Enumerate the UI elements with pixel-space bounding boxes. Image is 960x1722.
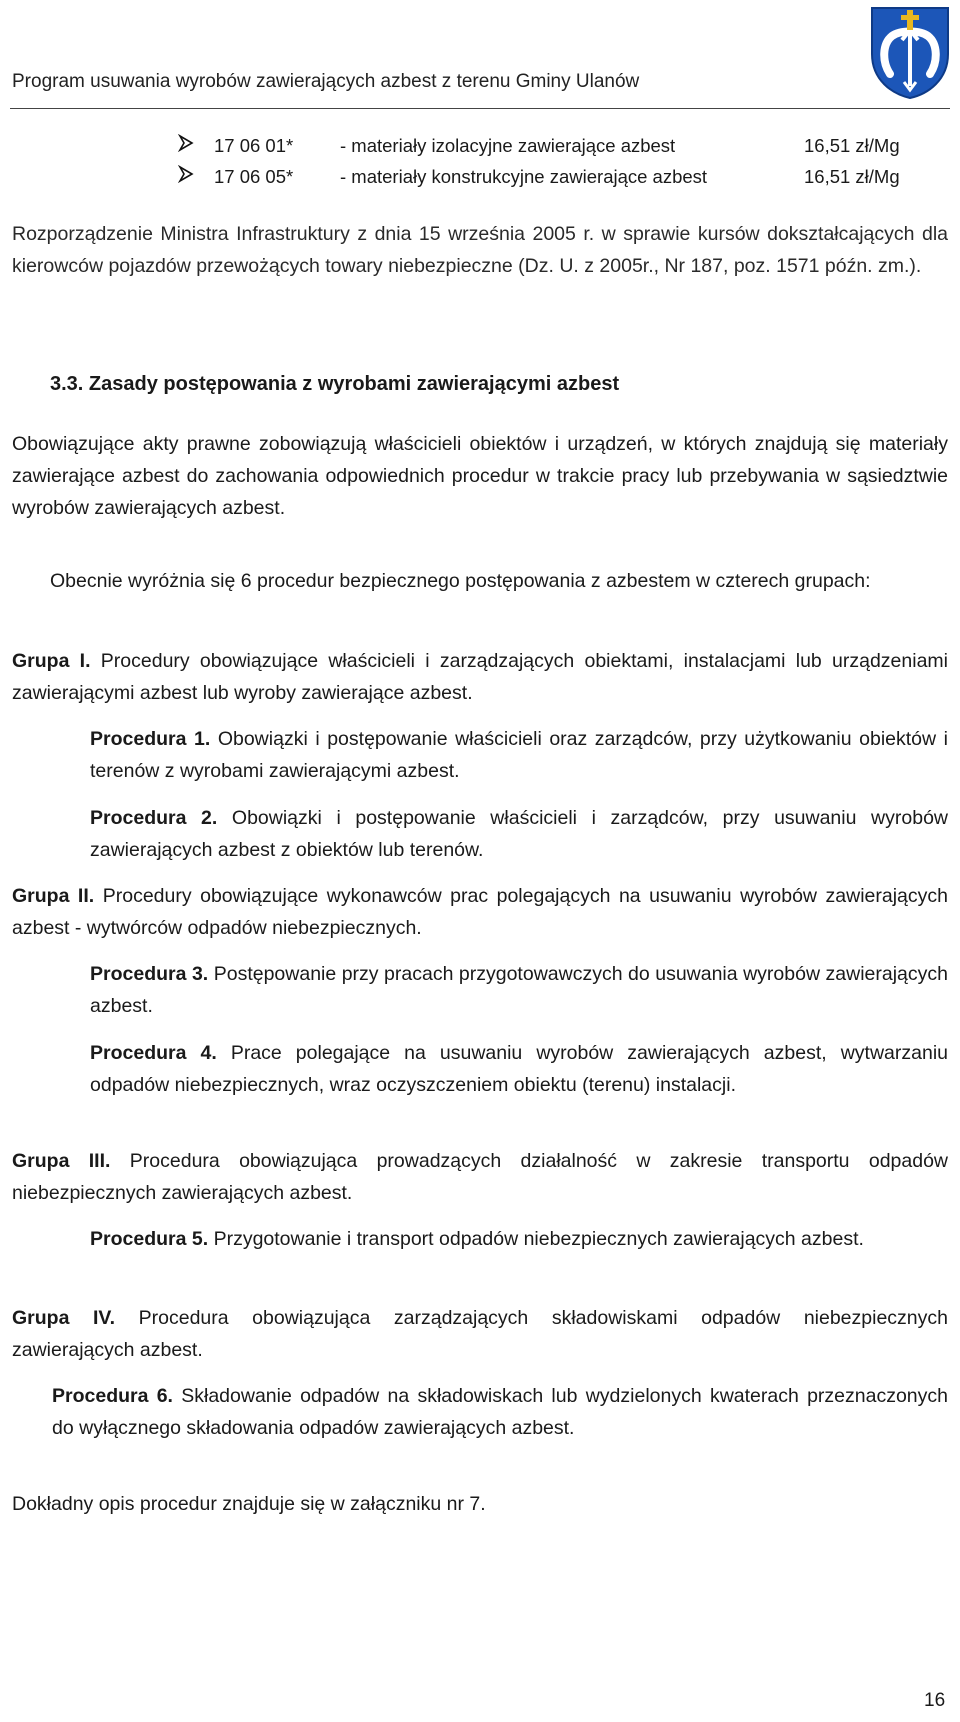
procedure-4-paragraph <box>90 1037 948 1101</box>
group-label: Grupa I. <box>12 650 91 672</box>
intro-paragraph: Obowiązujące akty prawne zobowiązują właścicieli obiektów i urządzeń, w których znajdują się materiały zawierające azbest do zachowania odpowiednich procedur w trakcie pracy lub przebywania w sąsiedztwie wyrobów zawierających azbest. <box>12 433 948 519</box>
waste-code: 17 06 01* <box>214 134 294 156</box>
regulation-paragraph: Rozporządzenie Ministra Infrastruktury z dnia 15 września 2005 r. w sprawie kursów dokształcających dla kierowców pojazdów przewożących towary niebezpieczne (Dz. U. z 2005r., Nr 187, poz. 1571 późn. zm.). <box>12 223 948 277</box>
procedures-intro-paragraph <box>50 565 948 597</box>
waste-code: 17 06 05* <box>214 165 294 187</box>
procedure-6-paragraph <box>52 1380 948 1444</box>
procedure-label: Procedura 2. <box>90 807 218 829</box>
group-label: Grupa II. <box>12 885 95 907</box>
procedure-label: Procedura 3. <box>90 963 209 985</box>
page-header <box>0 0 960 110</box>
group-1-paragraph <box>12 645 948 709</box>
section-heading: 3.3. Zasady postępowania z wyrobami zawierającymi azbest <box>50 373 620 395</box>
group-label: Grupa III. <box>12 1150 111 1172</box>
procedure-label: Procedura 5. <box>90 1228 209 1250</box>
document-title: Program usuwania wyrobów zawierających azbest z terenu Gminy Ulanów <box>12 71 640 92</box>
procedure-label: Procedura 6. <box>52 1385 173 1407</box>
procedure-text: Obowiązki i postępowanie właścicieli i zarządców, przy usuwaniu wyrobów zawierających azbest z obiektów lub terenów. <box>90 807 948 861</box>
arrow-bullet-icon <box>178 134 214 157</box>
coat-of-arms-icon <box>868 4 952 100</box>
waste-code-list <box>178 130 938 192</box>
waste-description: - materiały izolacyjne zawierające azbest <box>340 134 676 156</box>
waste-price: 16,51 zł/Mg <box>804 165 900 187</box>
group-text: Procedury obowiązujące wykonawców prac polegających na usuwaniu wyrobów zawierających azbest - wytwórców odpadów niebezpiecznych. <box>12 885 948 939</box>
group-2-paragraph <box>12 880 948 944</box>
procedure-2-paragraph <box>90 802 948 866</box>
procedure-text: Postępowanie przy pracach przygotowawczych do usuwania wyrobów zawierających azbest. <box>90 963 949 1017</box>
page-number: 16 <box>924 1690 946 1711</box>
closing-paragraph: Dokładny opis procedur znajduje się w załączniku nr 7. <box>12 1493 486 1515</box>
procedure-3-paragraph <box>90 958 948 1022</box>
waste-description: - materiały konstrukcyjne zawierające azbest <box>340 165 708 187</box>
group-text: Procedura obowiązująca prowadzących działalność w zakresie transportu odpadów niebezpiecznych zawierających azbest. <box>12 1150 949 1204</box>
group-4-paragraph <box>12 1302 948 1366</box>
procedure-text: Przygotowanie i transport odpadów niebezpiecznych zawierających azbest. <box>213 1228 864 1250</box>
procedure-5-paragraph <box>90 1223 948 1255</box>
procedures-intro-text: Obecnie wyróżnia się 6 procedur bezpiecznego postępowania z azbestem w czterech grupach: <box>50 570 871 592</box>
procedure-label: Procedura 1. <box>90 728 211 750</box>
list-item <box>178 161 938 192</box>
group-text: Procedura obowiązująca zarządzających składowiskami odpadów niebezpiecznych zawierających azbest. <box>12 1307 948 1361</box>
waste-price: 16,51 zł/Mg <box>804 134 900 156</box>
procedure-text: Prace polegające na usuwaniu wyrobów zawierających azbest, wytwarzaniu odpadów niebezpiecznych, wraz oczyszczeniem obiektu (terenu) instalacji. <box>90 1042 949 1096</box>
list-item <box>178 130 938 161</box>
arrow-bullet-icon <box>178 165 214 188</box>
procedure-text: Obowiązki i postępowanie właścicieli oraz zarządców, przy użytkowaniu obiektów i terenów z wyrobami zawierającymi azbest. <box>90 728 948 782</box>
procedure-label: Procedura 4. <box>90 1042 217 1064</box>
header-divider <box>10 108 950 109</box>
group-3-paragraph <box>12 1145 948 1209</box>
procedure-text: Składowanie odpadów na składowiskach lub wydzielonych kwaterach przeznaczonych do wyłącznego składowania odpadów zawierających azbest. <box>52 1385 948 1439</box>
group-label: Grupa IV. <box>12 1307 116 1329</box>
group-text: Procedury obowiązujące właścicieli i zarządzających obiektami, instalacjami lub urządzeniami zawierającymi azbest lub wyroby zawierające azbest. <box>12 650 948 704</box>
procedure-1-paragraph <box>90 723 948 787</box>
